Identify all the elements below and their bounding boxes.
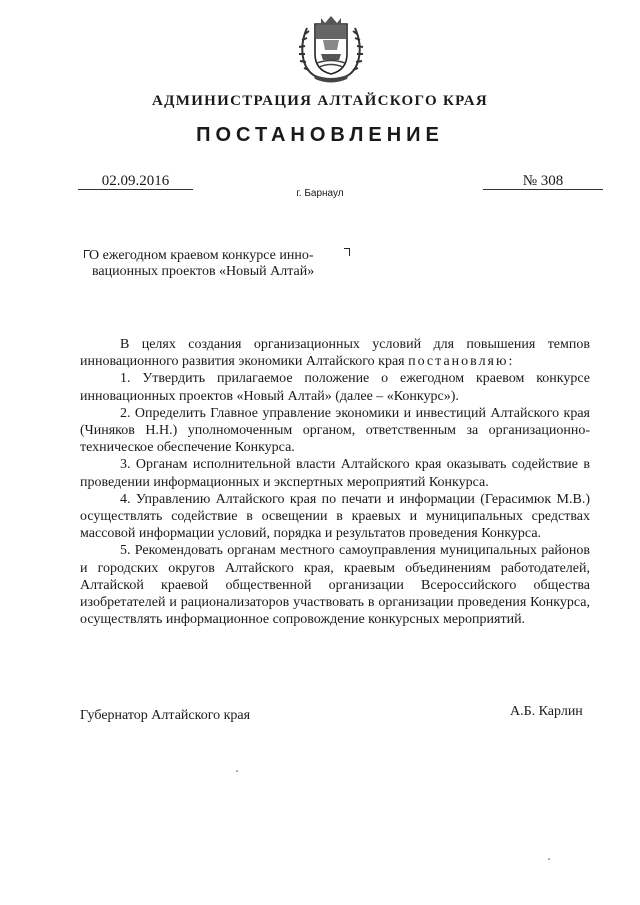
subject-line-2: вационных проектов «Новый Алтай» bbox=[92, 264, 315, 279]
signatory-name: А.Б. Карлин bbox=[510, 704, 583, 719]
body-item-2: 2. Определить Главное управление экономики и инвестиций Алтайского края (Чиняков Н.Н.) уполномоченным органом, ответственным за организационно-техническое обеспечение Конкурса. bbox=[80, 405, 590, 456]
document-date: 02.09.2016 bbox=[78, 173, 193, 190]
document-type-title: ПОСТАНОВЛЕНИЕ bbox=[196, 124, 444, 146]
body-item-4: 4. Управлению Алтайского края по печати и информации (Герасимюк М.В.) осуществлять содействие в освещении в краевых и муниципальных средствах массовой информации условий, порядка и результатов проведения Конкурса. bbox=[80, 491, 590, 542]
document-city: г. Барнаул bbox=[296, 188, 344, 199]
scan-speck bbox=[236, 770, 238, 772]
body-item-3: 3. Органам исполнительной власти Алтайского края оказывать содействие в проведении информационных и экспертных мероприятий Конкурса. bbox=[80, 457, 590, 490]
decree-word: постановляю: bbox=[408, 354, 515, 370]
intro-text: В целях создания организационных условий для повышения темпов инновационного развития экономики Алтайского края bbox=[80, 337, 590, 370]
subject-bracket-left bbox=[84, 250, 90, 258]
signatory-title: Губернатор Алтайского края bbox=[80, 708, 251, 723]
body-item-1: 1. Утвердить прилагаемое положение о ежегодном краевом конкурсе инновационных проектов «Новый Алтай» (далее – «Конкурс»). bbox=[80, 371, 590, 404]
subject-bracket-right bbox=[344, 248, 350, 256]
document-subject bbox=[84, 248, 354, 280]
altai-coat-of-arms-icon bbox=[297, 10, 365, 84]
body-item-5: 5. Рекомендовать органам местного самоуправления муниципальных районов и городских округов Алтайского края, краевым объединениям работодателей, Алтайской краевой общественной организации Всероссийского общества изобретателей и рационализаторов участвовать в организации проведения Конкурса, осуществлять информационное сопровождение конкурсных мероприятий. bbox=[80, 543, 590, 628]
scan-speck bbox=[548, 858, 550, 860]
body-intro bbox=[80, 336, 590, 370]
document-number: № 308 bbox=[483, 173, 603, 190]
subject-line-1: О ежегодном краевом конкурсе инно- bbox=[89, 248, 314, 263]
organization-title: АДМИНИСТРАЦИЯ АЛТАЙСКОГО КРАЯ bbox=[152, 93, 488, 109]
document-body bbox=[80, 336, 590, 628]
